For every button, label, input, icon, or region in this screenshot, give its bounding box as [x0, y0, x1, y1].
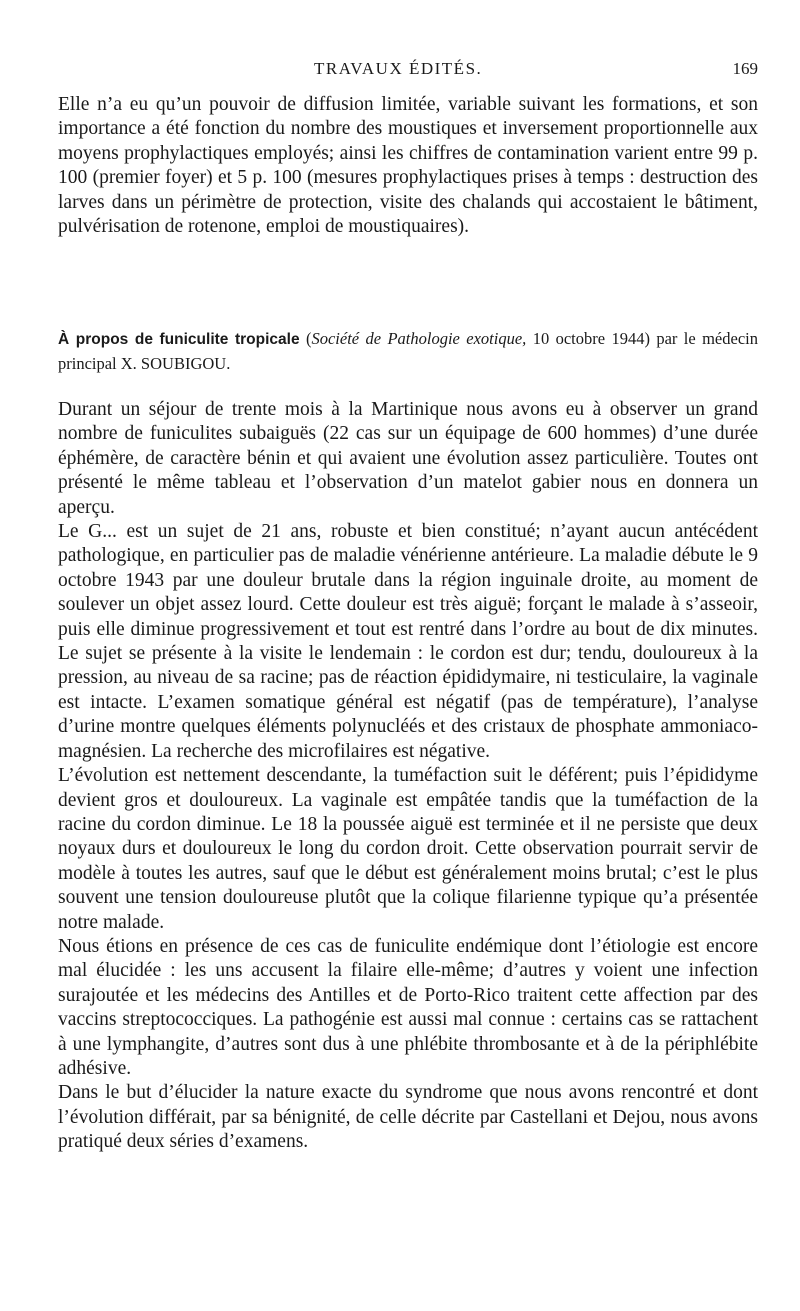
author-line: par le médecin principal X. SOUBIGOU.: [58, 329, 758, 373]
page-number: 169: [732, 59, 758, 78]
article-body: [58, 398, 758, 1155]
reference-date: 10 octobre 1944): [532, 329, 650, 348]
body-paragraph: Durant un séjour de trente mois à la Martinique nous avons eu à observer un grand nombre de funiculites subaiguës (22 cas sur un équipage de 600 hommes) d’une durée éphémère, de caractère bénin et qui avaient une évolution assez particulière. Toutes ont présenté le même tableau et l’observation d’un matelot gabier nous en donnera un aperçu.: [58, 399, 758, 518]
reference-journal: Société de Pathologie exotique,: [311, 329, 527, 348]
body-paragraph: Nous étions en présence de ces cas de funiculite endémique dont l’étiologie est encore mal élucidée : les uns accusent la filaire elle-même; d’autres y voient une infection surajoutée et les médecins des Antilles et de Porto-Rico traitent cette affection par des vaccins streptococciques. La pathogénie est aussi mal connue : certains cas se rattachent à une lymphangite, d’autres sont dus à une phlébite thrombosante et à de la périphlébite adhésive.: [58, 935, 758, 1079]
article-title: À propos de funiculite tropicale: [58, 331, 300, 348]
article-heading: [58, 327, 758, 376]
running-header: [58, 59, 758, 85]
paragraph-text: Elle n’a eu qu’un pouvoir de diffusion limitée, variable suivant les formations, et son importance a été fonction du nombre des moustiques et inversement proportionnelle aux moyens prophylactiques employés; ainsi les chiffres de contamination varient entre 99 p. 100 (premier foyer) et 5 p. 100 (mesures prophylactiques prises à temps : destruction des larves dans un périmètre de protection, visite des chalands qui accostaient le bâtiment, pulvérisation de rotenone, emploi de moustiquaires).: [58, 94, 758, 238]
running-title: TRAVAUX ÉDITÉS.: [314, 59, 483, 78]
body-paragraph: Dans le but d’élucider la nature exacte du syndrome que nous avons rencontré et dont l’évolution différait, par sa bénignité, de celle décrite par Castellani et Dejou, nous avons pratiqué deux séries d’examens.: [58, 1082, 758, 1153]
body-paragraph: L’évolution est nettement descendante, la tuméfaction suit le déférent; puis l’épididyme devient gros et douloureux. La vaginale est empâtée tandis que la tuméfaction de la racine du cordon diminue. Le 18 la poussée aiguë est terminée et il ne persiste que deux noyaux durs et douloureux le long du cordon droit. Cette observation pourrait servir de modèle à toutes les autres, sauf que le début est généralement moins brutal; c’est le plus souvent une tension douloureuse plutôt que la colique filarienne typique qu’a présentée notre malade.: [58, 765, 758, 933]
body-paragraph: Le G... est un sujet de 21 ans, robuste et bien constitué; n’ayant aucun antécédent pathologique, en particulier pas de maladie vénérienne antérieure. La maladie débute le 9 octobre 1943 par une douleur brutale dans la région inguinale droite, au moment de soulever un objet assez lourd. Cette douleur est très aiguë; forçant le malade à s’asseoir, puis elle diminue progressivement et tout est rentré dans l’ordre au bout de dix minutes. Le sujet se présente à la visite le lendemain : le cordon est dur; tendu, douloureux à la pression, au niveau de sa racine; pas de réaction épididymaire, ni testiculaire, la vaginale est intacte. L’examen somatique général est négatif (pas de température), l’analyse d’urine montre quelques éléments polynucléés et des cristaux de phosphate ammoniaco-magnésien. La recherche des microfilaires est négative.: [58, 521, 758, 762]
continued-paragraph: [58, 93, 758, 239]
reference-open-paren: (: [305, 329, 312, 348]
